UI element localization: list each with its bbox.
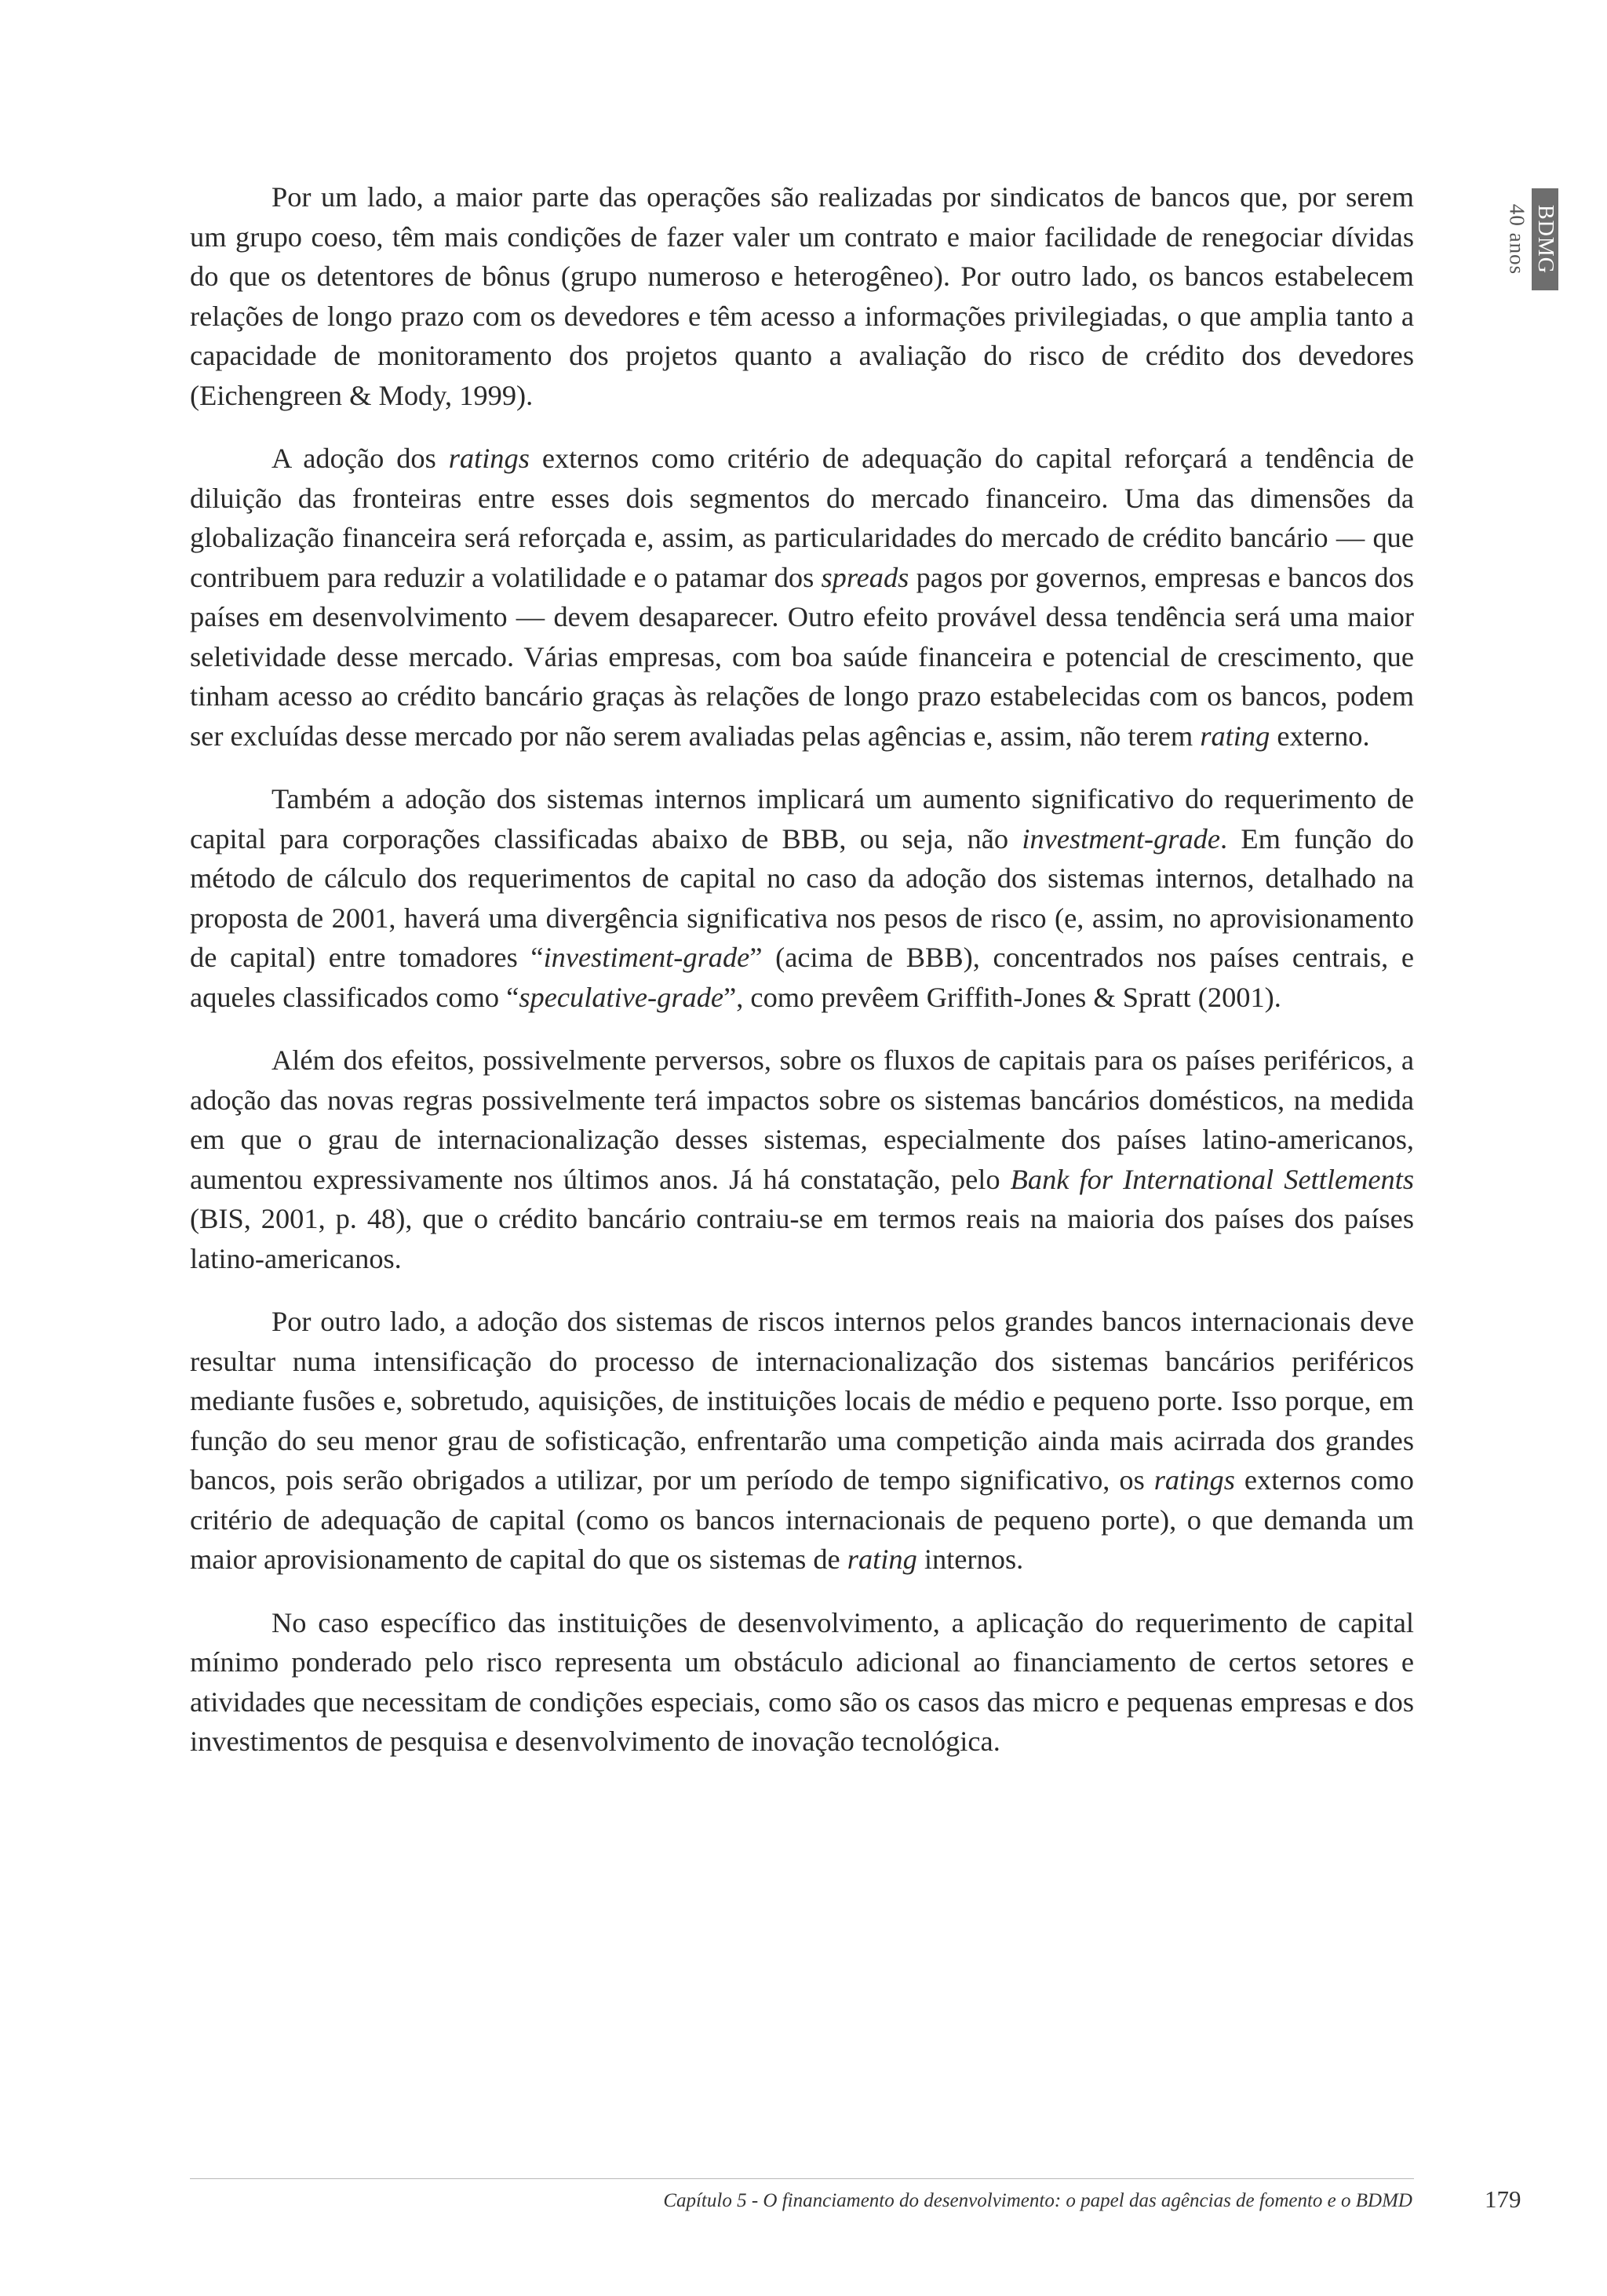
page-number: 179 <box>1485 2185 1521 2213</box>
italic-term: rating <box>1200 720 1270 752</box>
paragraph <box>190 1302 1414 1580</box>
text-run: . Em função do método de cálculo dos requerimentos de capital no caso da adoção dos sistemas internos, detalhado na proposta de 2001, haverá uma divergência significativa nos pesos de risco (e, assim, no aprovisionamento de capital) entre tomadores “ <box>190 822 1414 973</box>
text-run: pagos por governos, empresas e bancos dos países em desenvolvimento — devem desaparecer. Outro efeito provável dessa tendência será uma maior seletividade desse mercado. Várias empresas, com boa saúde financeira e potencial de crescimento, que tinham acesso ao crédito bancário graças às relações de longo prazo estabelecidas com os bancos, podem ser excluídas desse mercado por não serem avaliadas pelas agências e, assim, não terem <box>190 561 1414 752</box>
text-run: externos como critério de adequação do capital reforçará a tendência de diluição das fronteiras entre esses dois segmentos do mercado financeiro. Uma das dimensões da globalização financeira será reforçada e, assim, as particularidades do mercado de crédito bancário — que contribuem para reduzir a volatilidade e o patamar dos <box>190 443 1414 593</box>
text-run: Por outro lado, a adoção dos sistemas de riscos internos pelos grandes bancos internacionais deve resultar numa intensificação do processo de internacionalização dos sistemas bancários periféricos mediante fusões e, sobretudo, aquisições, de instituições locais de médio e pequeno porte. Isso porque, em função do seu menor grau de sofisticação, enfrentarão uma competição ainda mais acirrada dos grandes bancos, pois serão obrigados a utilizar, por um período de tempo significativo, os <box>190 1306 1414 1496</box>
text-run: internos. <box>916 1543 1024 1575</box>
paragraph <box>190 779 1414 1017</box>
italic-term: speculative-grade <box>519 981 724 1013</box>
italic-term: rating <box>847 1543 917 1575</box>
paragraph <box>190 1040 1414 1278</box>
footer-caption: Capítulo 5 - O financiamento do desenvolvimento: o papel das agências de fomento e o BDMD <box>663 2190 1412 2211</box>
text-run: A adoção dos <box>271 443 449 474</box>
paragraph <box>190 177 1414 415</box>
footer-rule <box>190 2178 1414 2179</box>
italic-term: ratings <box>1153 1464 1235 1496</box>
italic-term: investiment-grade <box>543 942 750 973</box>
badge-years: 40 anos <box>1505 203 1529 275</box>
italic-term: Bank for International Settlements <box>1010 1163 1414 1195</box>
text-run: externos como critério de adequação de capital (como os bancos internacionais de pequeno porte), o que demanda um maior aprovisionamento de capital do que os sistemas de <box>190 1464 1414 1575</box>
text-run: Por um lado, a maior parte das operações são realizadas por sindicatos de bancos que, por serem um grupo coeso, têm mais condições de fazer valer um contrato e maior facilidade de renegociar dívidas do que os detentores de bônus (grupo numeroso e heterogêneo). Por outro lado, os bancos estabelecem relações de longo prazo com os devedores e têm acesso a informações privilegiadas, o que amplia tanto a capacidade de monitoramento dos projetos quanto a avaliação do risco de crédito dos devedores (Eichengreen & Mody, 1999). <box>190 181 1414 411</box>
italic-term: ratings <box>448 443 530 474</box>
side-badge <box>1503 188 1560 290</box>
italic-term: spreads <box>821 561 909 593</box>
text-run: Também a adoção dos sistemas internos implicará um aumento significativo do requerimento de capital para corporações classificadas abaixo de BBB, ou seja, não <box>190 783 1414 855</box>
badge-brand: BDMG <box>1533 204 1558 275</box>
paragraph <box>190 439 1414 756</box>
text-run: ” (acima de BBB), concentrados nos países centrais, e aqueles classificados como “ <box>190 942 1414 1013</box>
text-run: externo. <box>1270 720 1370 752</box>
text-run: ”, como prevêem Griffith-Jones & Spratt (2001). <box>723 981 1281 1013</box>
text-run: (BIS, 2001, p. 48), que o crédito bancário contraiu-se em termos reais na maioria dos países dos países latino-americanos. <box>190 1203 1414 1274</box>
text-run: Além dos efeitos, possivelmente perversos, sobre os fluxos de capitais para os países periféricos, a adoção das novas regras possivelmente terá impactos sobre os sistemas bancários domésticos, na medida em que o grau de internacionalização desses sistemas, especialmente dos países latino-americanos, aumentou expressivamente nos últimos anos. Já há constatação, pelo <box>190 1044 1414 1195</box>
paragraph <box>190 1603 1414 1762</box>
italic-term: investment-grade <box>1022 822 1220 855</box>
body-text <box>190 177 1414 1762</box>
text-run: No caso específico das instituições de desenvolvimento, a aplicação do requerimento de capital mínimo ponderado pelo risco representa um obstáculo adicional ao financiamento de certos setores e atividades que necessitam de condições especiais, como são os casos das micro e pequenas empresas e dos investimentos de pesquisa e desenvolvimento de inovação tecnológica. <box>190 1606 1414 1757</box>
